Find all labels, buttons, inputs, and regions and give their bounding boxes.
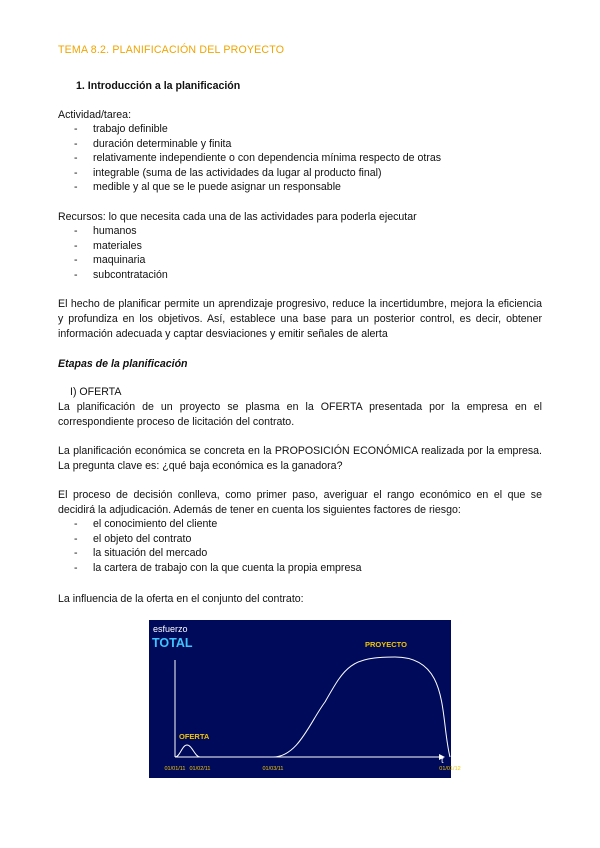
list-item: - el objeto del contrato: [74, 532, 362, 547]
influencia-label: La influencia de la oferta en el conjunto del contrato:: [58, 593, 304, 605]
oferta-heading: I) OFERTA: [70, 386, 122, 398]
list-item: - medible y al que se le puede asignar un responsable: [74, 180, 441, 195]
paragraph-oferta: La planificación de un proyecto se plasma en la OFERTA presentada por la empresa en el correspondiente proceso de licitación del contrato.: [58, 401, 542, 428]
list-item: - maquinaria: [74, 253, 168, 268]
chart-title-line1: esfuerzo: [153, 624, 188, 634]
list-item: - trabajo definible: [74, 122, 441, 137]
series-label-proyecto: PROYECTO: [365, 640, 407, 649]
list-item: - la situación del mercado: [74, 546, 362, 561]
paragraph-planificar: El hecho de planificar permite un aprendizaje progresivo, reduce la incertidumbre, mejora la eficiencia y profundiza en los objetivos. Así, establece una base para un posterior control, es decir, obtener información adecuada y captar desviaciones y emitir señales de alerta: [58, 298, 542, 340]
paragraph-decision: El proceso de decisión conlleva, como primer paso, averiguar el rango económico en el que se decidirá la adjudicación. Además de tener en cuenta los siguientes factores de riesgo:: [58, 489, 542, 516]
effort-chart: [149, 620, 461, 778]
riesgo-list: [74, 517, 362, 575]
x-tick-label: 01/02/11: [189, 766, 211, 772]
list-item: - duración determinable y finita: [74, 137, 441, 152]
actividad-list: [74, 122, 441, 195]
list-item: - relativamente independiente o con dependencia mínima respecto de otras: [74, 151, 441, 166]
section-heading-introduccion: 1. Introducción a la planificación: [76, 80, 241, 92]
list-item: - el conocimiento del cliente: [74, 517, 362, 532]
chart-title-line2: TOTAL: [152, 636, 193, 650]
x-tick-label: 01/01/11: [164, 766, 186, 772]
list-item: - humanos: [74, 224, 168, 239]
x-tick-label: 01/01/12: [439, 766, 461, 772]
recursos-label: Recursos: lo que necesita cada una de las actividades para poderla ejecutar: [58, 211, 417, 223]
chart-x-label: t: [441, 755, 444, 765]
actividad-label: Actividad/tarea:: [58, 109, 132, 121]
list-item: - subcontratación: [74, 268, 168, 283]
series-label-oferta: OFERTA: [179, 732, 210, 741]
recursos-list: [74, 224, 168, 282]
document-title: TEMA 8.2. PLANIFICACIÓN DEL PROYECTO: [58, 44, 285, 56]
x-tick-label: 01/03/11: [262, 766, 284, 772]
list-item: - materiales: [74, 239, 168, 254]
list-item: - integrable (suma de las actividades da lugar al producto final): [74, 166, 441, 181]
paragraph-economica: La planificación económica se concreta en la PROPOSICIÓN ECONÓMICA realizada por la empresa. La pregunta clave es: ¿qué baja económica es la ganadora?: [58, 445, 542, 472]
etapas-heading: Etapas de la planificación: [58, 358, 188, 370]
list-item: - la cartera de trabajo con la que cuenta la propia empresa: [74, 561, 362, 576]
